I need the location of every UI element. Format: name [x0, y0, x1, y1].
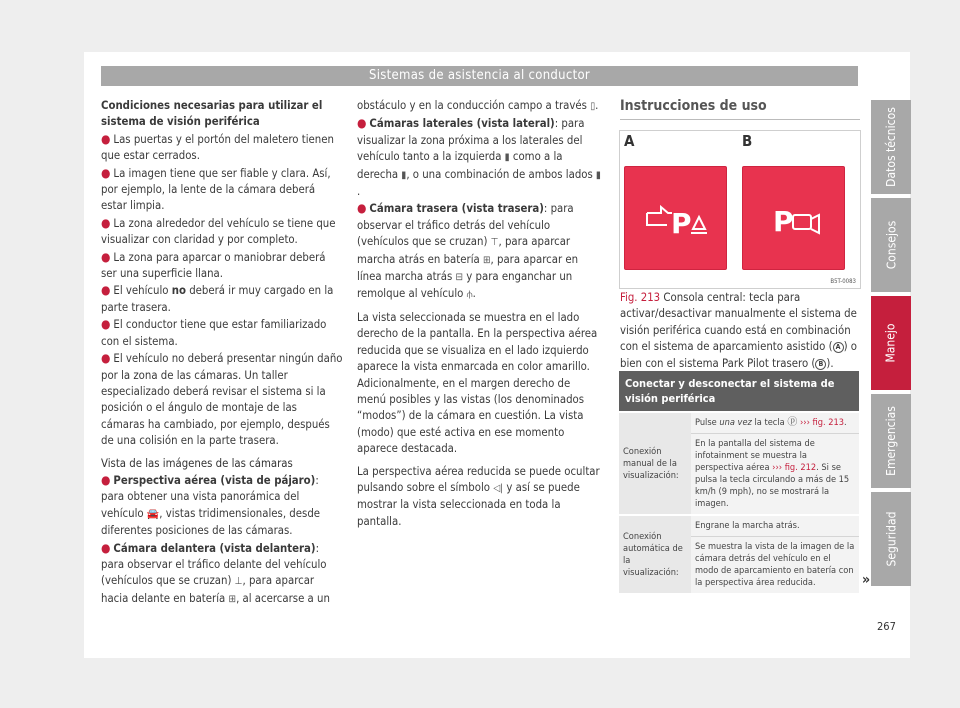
left-column	[101, 98, 343, 608]
continue-arrow-icon: »	[862, 572, 871, 588]
conditions-heading: Condiciones necesarias para utilizar el sistema de visión periférica	[101, 99, 323, 129]
tab-datos-tecnicos[interactable]: Datos técnicos	[871, 100, 911, 194]
row-result: En la pantalla del sistema de infotainment se muestra la perspectiva aérea ››› fig. 212. Si se pulsa la tecla circulando a más de 15 km/h (9 mph), no se mostrará la imagen.	[695, 438, 850, 509]
collapse-arrow-icon: ◁|	[493, 482, 504, 494]
table-row-automatic	[619, 516, 859, 593]
park-front-icon: ⊞	[228, 593, 237, 605]
figure-caption: Fig. 213 Consola central: tecla para activar/desactivar manualmente el sistema de visión periférica cuando está en combinación con el sistema de aparcamiento asistido ( A ) o bien con el sistema Park Pilot trasero ( B ).	[620, 291, 857, 370]
both-sides-icon: ▮	[596, 169, 601, 181]
park-pilot-camera-icon	[743, 167, 844, 269]
park-assist-button[interactable]	[624, 166, 727, 270]
bullet-image: ● La imagen tiene que ser fiable y clara. Así, por ejemplo, la lente de la cámara deberá estar limpia.	[101, 165, 331, 213]
tab-manejo[interactable]: Manejo	[871, 296, 911, 390]
svg-text:P: P	[773, 205, 794, 238]
figure-code: B5T-0083	[830, 278, 856, 285]
page-number: 267	[877, 620, 896, 633]
section-title: Instrucciones de uso	[620, 98, 860, 120]
hide-aerial-text: La perspectiva aérea reducida se puede ocultar pulsando sobre el símbolo ◁| y así se puede mostrar la vista seleccionada en toda la pantalla.	[357, 464, 600, 528]
key-b-icon: B	[815, 359, 826, 370]
parallel-park-icon: ⊟	[455, 272, 464, 284]
figure-label-a: A	[624, 132, 635, 150]
bullet-load: ● El vehículo no deberá ir muy cargado en la parte trasera.	[101, 283, 334, 314]
park-rear-icon: ⊞	[482, 254, 491, 266]
row-result: Se muestra la vista de la imagen de la cámara detrás del vehículo en el modo de aparcamiento en batería con la perspectiva área reducida.	[695, 541, 855, 588]
bullet-rear: ● Cámara trasera (vista trasera): para observar el tráfico detrás del vehículo (vehículos que se cruzan) ⊤, para aparcar marcha atrás en batería ⊞, para aparcar en línea marcha atrás ⊟ y para enganchar un remolque al vehículo ⫛.	[357, 200, 601, 303]
bullet-side: ● Cámaras laterales (vista lateral): para visualizar la zona próxima a los laterales del vehículo tanto a la izquierda ▮ como a la derecha ▮, o una combinación de ambos lados ▮.	[357, 116, 601, 199]
bullet-driver: ● El conductor tiene que estar familiarizado con el sistema.	[101, 317, 327, 348]
page-header: Sistemas de asistencia al conductor	[101, 66, 858, 86]
right-side-icon: ▮	[401, 169, 407, 181]
figure-link[interactable]: ››› fig. 213	[799, 417, 844, 428]
figure-213	[619, 130, 861, 289]
figure-link[interactable]: ››› fig. 212	[772, 462, 817, 473]
bullet-front: ● Cámara delantera (vista delantera): para observar el tráfico delante del vehículo (vehículos que se cruzan) ⊥, para aparcar hacia delante en batería ⊞, al acercarse a un	[101, 540, 343, 609]
park-key-icon: ⓟ	[787, 417, 798, 428]
bullet-area: ● La zona alrededor del vehículo se tiene que visualizar con claridad y por completo.	[101, 215, 336, 247]
park-pilot-rear-button[interactable]	[742, 166, 845, 270]
offroad-text: obstáculo y en la conducción campo a través ▯.	[357, 98, 601, 115]
park-assist-camera-icon	[625, 167, 726, 269]
row-label: Conexión automática de la visualización:	[623, 530, 683, 578]
bullet-aerial: ● Perspectiva aérea (vista de pájaro): para obtener una vista panorámica del vehículo 🚘, vistas tridimensionales, desde diferentes posiciones de las cámaras.	[101, 472, 321, 538]
views-heading: Vista de las imágenes de las cámaras	[101, 456, 293, 470]
table-header: Conectar y desconectar el sistema de visión periférica	[619, 371, 859, 411]
svg-text:P: P	[671, 207, 692, 240]
cross-traffic-rear-icon: ⊤	[490, 237, 499, 249]
tab-seguridad[interactable]: Seguridad	[871, 492, 911, 586]
row-label: Conexión manual de la visualización:	[623, 445, 679, 481]
tab-emergencias[interactable]: Emergencias	[871, 394, 911, 488]
bullet-surface: ● La zona para aparcar o maniobrar deberá ser una superficie llana.	[101, 249, 326, 281]
selected-view-text: La vista seleccionada se muestra en el lado derecho de la pantalla. En la perspectiva aérea reducida que se visualiza en el lado izquierdo aparece la vista enmarcada en color amarillo. Adicionalmente, en el margen derecho de menú posibles y las vistas (los denominados “modos”) de la cámara en cuestión. La vista (modo) que esté activa en ese momento aparece destacada.	[357, 310, 598, 456]
key-a-icon: A	[833, 342, 844, 353]
row-step: Engrane la marcha atrás.	[691, 516, 859, 537]
car-icon: 🚘	[146, 508, 160, 520]
figure-label-b: B	[742, 132, 753, 150]
middle-column	[357, 98, 601, 530]
instructions-table	[619, 371, 859, 593]
trailer-icon: ⫛	[466, 289, 473, 301]
tab-consejos[interactable]: Consejos	[871, 198, 911, 292]
table-row-manual	[619, 413, 859, 514]
cross-traffic-front-icon: ⊥	[234, 576, 243, 588]
bullet-damage: ● El vehículo no deberá presentar ningún daño por la zona de las cámaras. Un taller especializado deberá revisar el sistema si la posición o el ángulo de montaje de las cámaras ha cambiado, por ejemplo, después de una colisión en la parte trasera.	[101, 351, 343, 448]
obstacle-icon: ▯	[590, 101, 596, 112]
row-step: Pulse una vez la tecla ⓟ ››› fig. 213.	[691, 413, 859, 434]
left-side-icon: ▮	[504, 152, 510, 164]
bullet-doors: ● Las puertas y el portón del maletero tienen que estar cerrados.	[101, 131, 334, 163]
